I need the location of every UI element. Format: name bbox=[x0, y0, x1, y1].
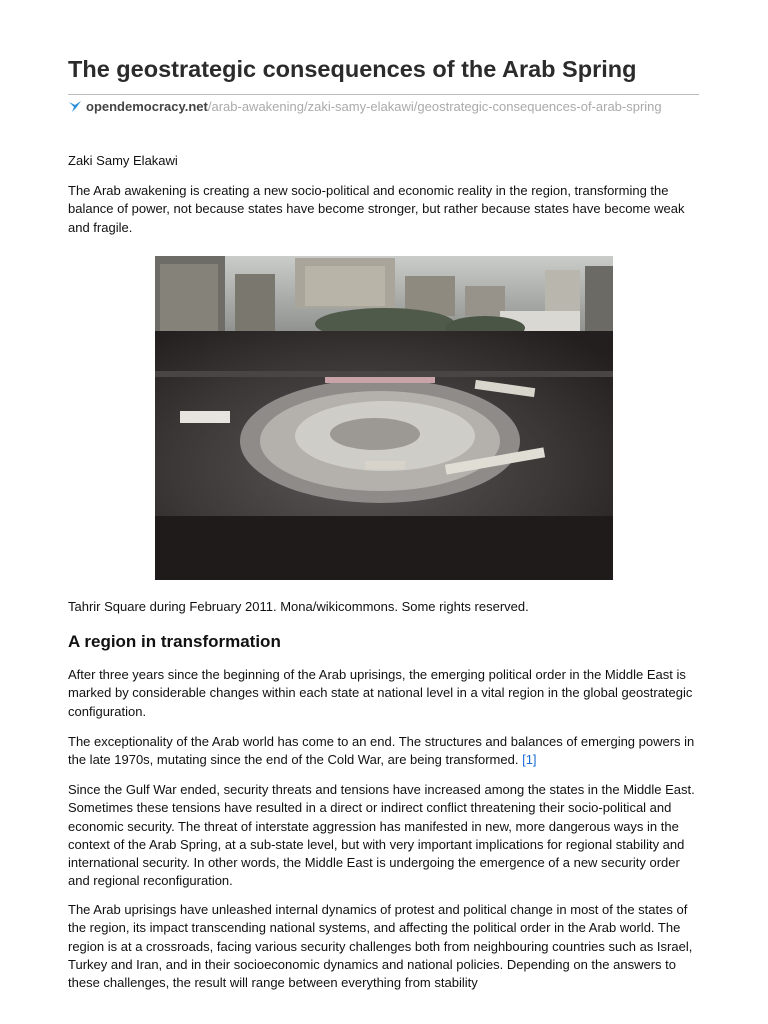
intro-paragraph: The Arab awakening is creating a new socio-political and economic reality in the region, transforming the balance of power, not because states have become stronger, but rather because states have become weak and fragile. bbox=[68, 183, 685, 235]
photo-caption: Tahrir Square during February 2011. Mona/wikicommons. Some rights reserved. bbox=[68, 599, 529, 614]
body-paragraph-1: After three years since the beginning of the Arab uprisings, the emerging political order in the Middle East is marked by considerable changes within each state at national level in a vital region in the global geostrategic configuration. bbox=[68, 667, 693, 719]
tahrir-square-photo bbox=[155, 256, 613, 580]
article-title: The geostrategic consequences of the Arab Spring bbox=[68, 56, 637, 82]
title-divider bbox=[68, 94, 699, 95]
body-paragraph-4: The Arab uprisings have unleashed internal dynamics of protest and political change in most of the states of the region, its impact transcending national systems, and affecting the political order in the Arab world. The region is at a crossroads, facing various security challenges both from neighbouring countries such as Israel, Turkey and Iran, and in their socioeconomic dynamics and national policies. Depending on the answers to these challenges, the result will range between everything from stability bbox=[68, 902, 693, 991]
footnote-link[interactable]: [1] bbox=[522, 752, 537, 768]
source-path: /arab-awakening/zaki-samy-elakawi/geostrategic-consequences-of-arab-spring bbox=[207, 99, 662, 114]
body-paragraph-2-text: The exceptionality of the Arab world has come to an end. The structures and balances of emerging powers in the late 1970s, mutating since the end of the Cold War, are being transformed. bbox=[68, 734, 695, 768]
author-name: Zaki Samy Elakawi bbox=[68, 153, 178, 168]
source-site: opendemocracy.net bbox=[86, 99, 208, 114]
source-url[interactable] bbox=[68, 99, 678, 117]
body-paragraph-2 bbox=[68, 733, 704, 770]
body-paragraph-3: Since the Gulf War ended, security threats and tensions have increased among the states in the Middle East. Sometimes these tensions have resulted in a direct or indirect conflict threatening their socio-political and economic security. The threat of interstate aggression has manifested in new, more dangerous ways in the context of the Arab Spring, at a sub-state level, but with very important implications for regional stability and international security. In other words, the Middle East is undergoing the emergence of a new security order and regional reconfiguration. bbox=[68, 782, 695, 889]
opendemocracy-bird-icon bbox=[68, 100, 82, 117]
section-heading: A region in transformation bbox=[68, 632, 281, 651]
